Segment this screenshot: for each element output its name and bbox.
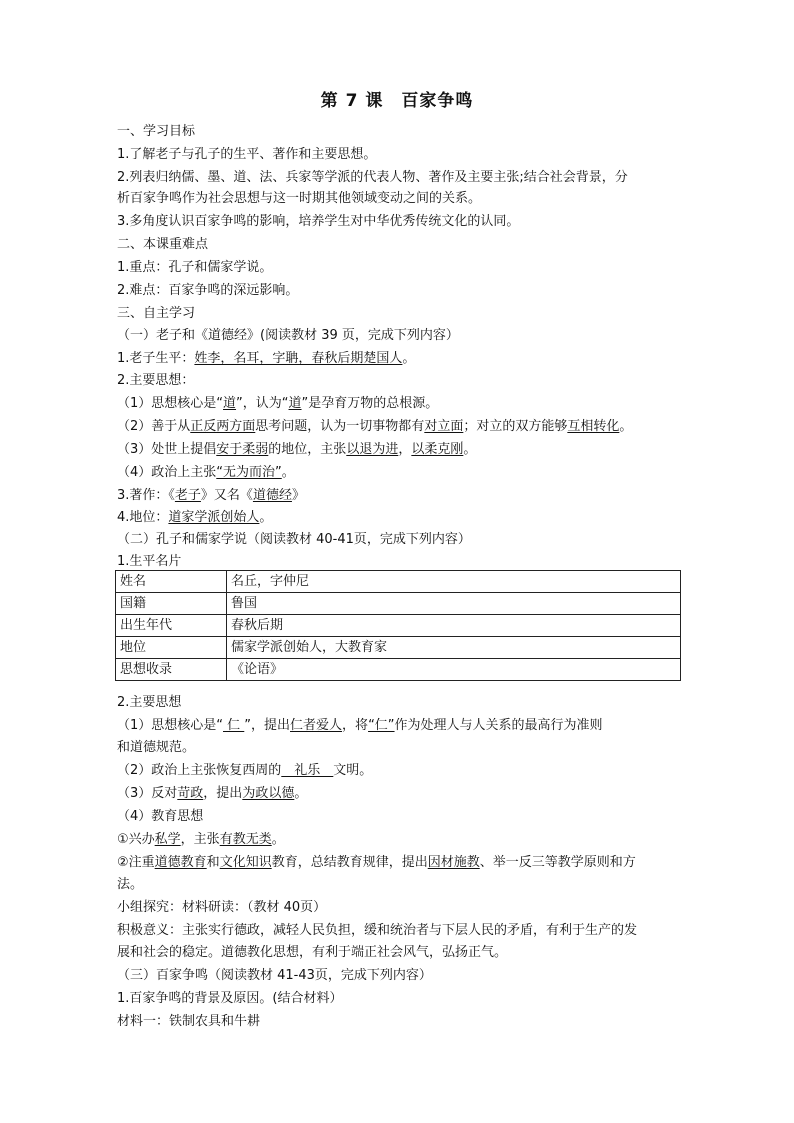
confucius-ideas-heading: 2.主要思想	[117, 695, 182, 710]
lesson-title: 第 7 课 百家争鸣	[320, 91, 474, 111]
section-heading-self-study: 三、自主学习	[117, 306, 196, 321]
fill-answer: 姓李，名耳，字聃，春秋后期楚国人	[194, 351, 403, 366]
goal-item-3: 3.多角度认识百家争鸣的影响，培养学生对中华优秀传统文化的认同。	[117, 214, 520, 229]
goal-item-2-line-1: 2.列表归纳儒、墨、道、法、兵家等学派的代表人物、著作及主要主张;结合社会背景，分	[117, 170, 628, 185]
part-3-heading: （三）百家争鸣（阅读教材 41-43页，完成下列内容）	[117, 968, 432, 983]
material-1: 材料一：铁制农具和牛耕	[117, 1014, 261, 1029]
confucius-idea-1-line-2: 和道德规范。	[117, 740, 196, 755]
background-question: 1.百家争鸣的背景及原因。(结合材料）	[117, 991, 343, 1006]
laozi-status: 4.地位：道家学派创始人。	[117, 510, 273, 525]
table-row: 姓名 名丘，字仲尼	[116, 571, 681, 593]
laozi-works: 3.著作：《老子》又名《道德经》	[117, 488, 305, 503]
section-heading-goals: 一、学习目标	[117, 124, 196, 139]
laozi-idea-2: （2）善于从正反两方面思考问题，认为一切事物都有对立面；对立的双方能够互相转化。	[117, 419, 633, 434]
laozi-idea-1: （1）思想核心是“道”，认为“道”是孕育万物的总根源。	[117, 396, 439, 411]
focus-item-1: 1.重点：孔子和儒家学说。	[117, 260, 273, 275]
part-1-heading: （一）老子和《道德经》(阅读教材 39 页，完成下列内容）	[117, 328, 459, 343]
confucius-idea-4: （4）教育思想	[117, 809, 204, 824]
part-2-heading: （二）孔子和儒家学说（阅读教材 40-41页，完成下列内容）	[117, 532, 471, 547]
goal-item-2-line-2: 析百家争鸣作为社会思想与这一时期其他领域变动之间的关系。	[117, 191, 482, 206]
confucius-idea-3: （3）反对苛政，提出为政以德。	[117, 786, 308, 801]
education-item-2-line-1: ②注重道德教育和文化知识教育，总结教育规律，提出因材施教、举一反三等教学原则和方	[117, 855, 636, 870]
table-row: 地位 儒家学派创始人，大教育家	[116, 637, 681, 659]
confucius-profile-table	[115, 570, 681, 681]
focus-item-2: 2.难点：百家争鸣的深远影响。	[117, 283, 299, 298]
confucius-idea-1-line-1: （1）思想核心是“ 仁 ”，提出仁者爱人，将“仁”作为处理人与人关系的最高行为准则	[117, 718, 603, 733]
section-heading-focus: 二、本课重难点	[117, 237, 209, 252]
laozi-idea-3: （3）处世上提倡安于柔弱的地位，主张以退为进，以柔克刚。	[117, 442, 477, 457]
laozi-life-line: 1.老子生平：姓李，名耳，字聃，春秋后期楚国人。	[117, 351, 416, 366]
laozi-idea-4: （4）政治上主张“无为而治”。	[117, 465, 295, 480]
goal-item-1: 1.了解老子与孔子的生平、著作和主要思想。	[117, 147, 377, 162]
education-item-1: ①兴办私学，主张有教无类。	[117, 832, 285, 847]
profile-card-title: 1.生平名片	[117, 554, 182, 569]
table-row: 出生年代 春秋后期	[116, 615, 681, 637]
laozi-ideas-heading: 2.主要思想：	[117, 373, 195, 388]
table-row: 思想收录 《论语》	[116, 659, 681, 681]
significance-line-1: 积极意义：主张实行德政，减轻人民负担，缓和统治者与下层人民的矛盾，有利于生产的发	[117, 923, 638, 938]
group-inquiry: 小组探究：材料研读：（教材 40页）	[117, 900, 327, 915]
education-item-2-line-2: 法。	[117, 877, 144, 892]
significance-line-2: 展和社会的稳定。道德教化思想，有利于端正社会风气，弘扬正气。	[117, 945, 508, 960]
table-row: 国籍 鲁国	[116, 593, 681, 615]
confucius-idea-2: （2）政治上主张恢复西周的 礼乐 文明。	[117, 763, 373, 778]
